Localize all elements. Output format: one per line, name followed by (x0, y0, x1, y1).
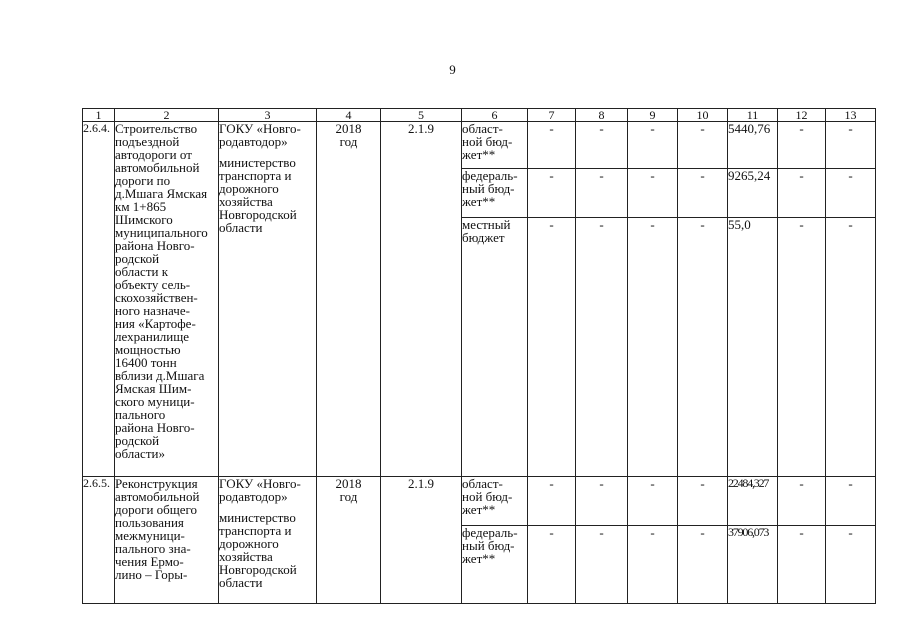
column-number: 13 (826, 109, 876, 122)
text-line: федераль- (462, 168, 518, 183)
page-number: 9 (449, 62, 456, 77)
text-line: дорожного (219, 536, 279, 551)
text-line: транспорта и (219, 523, 292, 538)
text-line: местный (462, 217, 511, 232)
text-line: дороги по (115, 173, 171, 188)
text-line: подъездной (115, 134, 180, 149)
value-cell: - (528, 169, 576, 218)
column-number: 10 (678, 109, 728, 122)
row-number: 2.6.4. (83, 122, 115, 477)
value-cell: - (528, 526, 576, 604)
value-cell: - (678, 218, 728, 477)
text-line: ного назначе- (115, 303, 190, 318)
text-line: жет** (462, 502, 496, 517)
executor (219, 122, 317, 477)
value-cell: - (628, 122, 678, 169)
text-line: Новгородской (219, 207, 297, 222)
text-line: родавтодор» (219, 489, 288, 504)
executor-primary (219, 477, 316, 503)
value-cell-amount: 37906,073 (728, 526, 778, 604)
target-code: 2.1.9 (381, 122, 462, 477)
program-table (82, 108, 876, 604)
text-line: дорожного (219, 181, 279, 196)
value-cell: - (826, 169, 876, 218)
column-number: 6 (462, 109, 528, 122)
text-line: дороги общего (115, 502, 198, 517)
column-number: 7 (528, 109, 576, 122)
text-line: жет** (462, 147, 496, 162)
executor (219, 477, 317, 604)
text-line: бюджет (462, 230, 505, 245)
text-line: Шимского (115, 212, 173, 227)
table-row (83, 477, 876, 526)
value-cell: - (678, 477, 728, 526)
text-line: пального зна- (115, 541, 191, 556)
value-cell: - (528, 122, 576, 169)
text-line: области к (115, 264, 169, 279)
funding-source (462, 169, 528, 218)
text-line: год (339, 134, 358, 149)
text-line: област- (462, 476, 503, 491)
text-line: жет** (462, 551, 496, 566)
value-cell: - (528, 218, 576, 477)
column-number-row (83, 109, 876, 122)
text-line: ния «Картофе- (115, 316, 196, 331)
value-cell: - (778, 122, 826, 169)
text-line: федераль- (462, 525, 518, 540)
measure-name (115, 477, 219, 604)
text-line: чения Ермо- (115, 554, 184, 569)
column-number: 9 (628, 109, 678, 122)
text-line: Ямская Шим- (115, 381, 192, 396)
text-line: хозяйства (219, 194, 273, 209)
value-cell: - (628, 169, 678, 218)
column-number: 8 (576, 109, 628, 122)
executor-primary (219, 122, 316, 148)
value-cell: - (778, 526, 826, 604)
value-cell: - (576, 526, 628, 604)
text-line: 16400 тонн (115, 355, 177, 370)
text-line: района Новго- (115, 420, 195, 435)
year (317, 477, 381, 604)
funding-source (462, 122, 528, 169)
value-cell: - (826, 477, 876, 526)
value-cell: - (778, 218, 826, 477)
text-line: лино – Горы- (115, 567, 188, 582)
value-cell: - (576, 169, 628, 218)
value-cell: - (826, 526, 876, 604)
value-cell: - (528, 477, 576, 526)
value-cell: - (576, 477, 628, 526)
text-line: год (339, 489, 358, 504)
text-line: ского муници- (115, 394, 195, 409)
text-line: родской (115, 251, 160, 266)
text-line: области» (115, 446, 165, 461)
column-number: 5 (381, 109, 462, 122)
text-line: Строительство (115, 121, 198, 136)
column-number: 1 (83, 109, 115, 122)
value-cell: - (778, 477, 826, 526)
text-line: ной бюд- (462, 134, 513, 149)
value-cell: - (628, 218, 678, 477)
measure-name (115, 122, 219, 477)
column-number: 3 (219, 109, 317, 122)
text-line: муниципального (115, 225, 208, 240)
value-cell-amount: 22484,327 (728, 477, 778, 526)
text-line: пального (115, 407, 166, 422)
text-line: области (219, 575, 263, 590)
text-line: км 1+865 (115, 199, 167, 214)
value-cell-amount: 5440,76 (728, 122, 778, 169)
text-line: ГОКУ «Новго- (219, 476, 301, 491)
text-line: ный бюд- (462, 538, 515, 553)
value-cell: - (678, 122, 728, 169)
text-line: хозяйства (219, 549, 273, 564)
text-line: министерство (219, 510, 296, 525)
value-cell: - (576, 218, 628, 477)
text-line: Реконструкция (115, 476, 198, 491)
text-line: жет** (462, 194, 496, 209)
text-line: скохозяйствен- (115, 290, 198, 305)
funding-source (462, 526, 528, 604)
value-cell: - (826, 122, 876, 169)
executor-secondary (219, 156, 316, 234)
value-cell: - (576, 122, 628, 169)
value-cell: - (678, 169, 728, 218)
row-number: 2.6.5. (83, 477, 115, 604)
text-line: ный бюд- (462, 181, 515, 196)
text-line: министерство (219, 155, 296, 170)
text-line: межмуници- (115, 528, 185, 543)
executor-secondary (219, 511, 316, 589)
value-cell: - (628, 526, 678, 604)
text-line: области (219, 220, 263, 235)
column-number: 11 (728, 109, 778, 122)
text-line: вблизи д.Мшага (115, 368, 205, 383)
text-line: автомобильной (115, 160, 200, 175)
value-cell: - (826, 218, 876, 477)
text-line: ГОКУ «Новго- (219, 121, 301, 136)
text-line: района Новго- (115, 238, 195, 253)
column-number: 12 (778, 109, 826, 122)
target-code: 2.1.9 (381, 477, 462, 604)
text-line: лехранилище (115, 329, 189, 344)
value-cell: - (678, 526, 728, 604)
text-line: родской (115, 433, 160, 448)
text-line: родавтодор» (219, 134, 288, 149)
funding-source (462, 218, 528, 477)
text-line: Новгородской (219, 562, 297, 577)
funding-source (462, 477, 528, 526)
text-line: област- (462, 121, 503, 136)
text-line: ной бюд- (462, 489, 513, 504)
text-line: пользования (115, 515, 184, 530)
value-cell-amount: 9265,24 (728, 169, 778, 218)
column-number: 2 (115, 109, 219, 122)
text-line: д.Мшага Ямская (115, 186, 208, 201)
text-line: мощностью (115, 342, 181, 357)
text-line: автодороги от (115, 147, 192, 162)
value-cell-amount: 55,0 (728, 218, 778, 477)
year (317, 122, 381, 477)
value-cell: - (778, 169, 826, 218)
text-line: транспорта и (219, 168, 292, 183)
text-line: объекту сель- (115, 277, 191, 292)
table-row (83, 122, 876, 169)
value-cell: - (628, 477, 678, 526)
column-number: 4 (317, 109, 381, 122)
text-line: 2018 (335, 476, 362, 491)
text-line: автомобильной (115, 489, 200, 504)
text-line: 2018 (335, 121, 362, 136)
